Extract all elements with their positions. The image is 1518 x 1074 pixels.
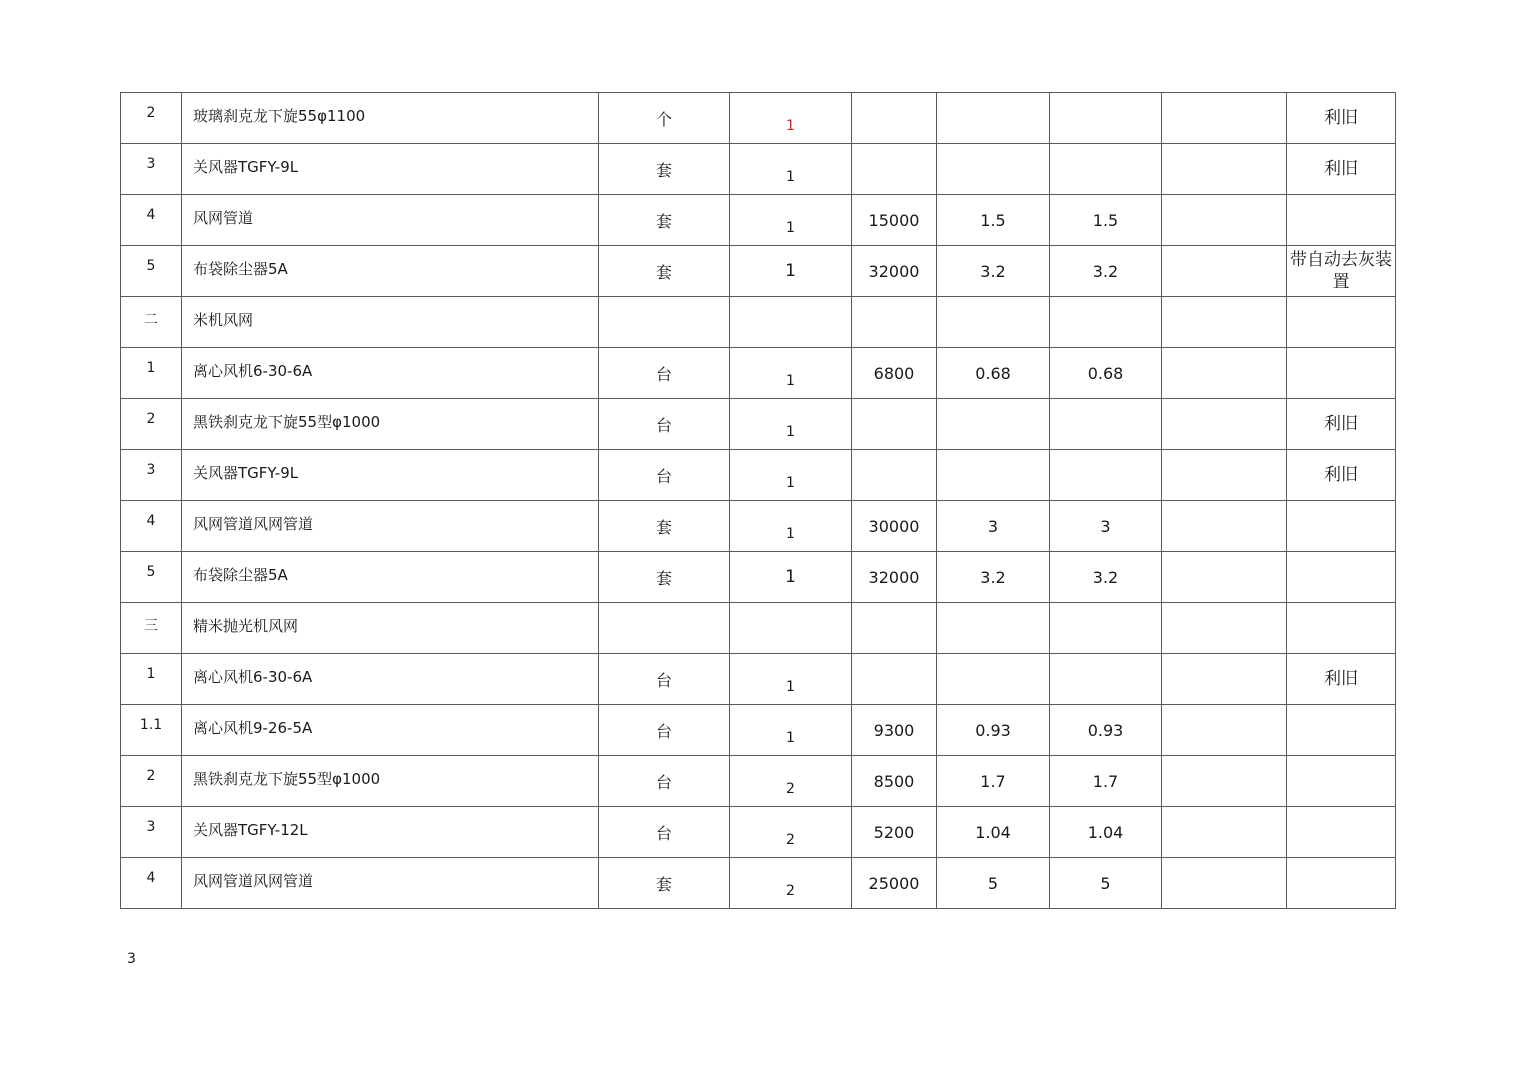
price-cell	[852, 93, 937, 144]
note-cell	[1287, 603, 1396, 654]
unit-cell: 套	[599, 246, 730, 297]
blank-cell	[1162, 654, 1287, 705]
unit-cell: 台	[599, 756, 730, 807]
unit-cell: 套	[599, 501, 730, 552]
note-cell	[1287, 858, 1396, 909]
quantity-cell: 1	[730, 654, 852, 705]
total-cell	[1050, 450, 1162, 501]
table-row	[121, 756, 1396, 807]
total-cell: 3.2	[1050, 246, 1162, 297]
blank-cell	[1162, 705, 1287, 756]
amount-cell: 0.93	[937, 705, 1050, 756]
item-name-cell: 风网管道风网管道	[182, 858, 599, 909]
note-cell	[1287, 297, 1396, 348]
unit-cell: 套	[599, 195, 730, 246]
price-cell	[852, 603, 937, 654]
note-cell: 利旧	[1287, 654, 1396, 705]
item-number-cell: 2	[121, 756, 182, 807]
quantity-cell: 1	[730, 501, 852, 552]
item-name-cell: 关风器TGFY-9L	[182, 144, 599, 195]
item-number-cell: 1	[121, 654, 182, 705]
total-cell	[1050, 297, 1162, 348]
blank-cell	[1162, 756, 1287, 807]
note-cell	[1287, 501, 1396, 552]
price-cell	[852, 399, 937, 450]
item-number-cell: 5	[121, 552, 182, 603]
blank-cell	[1162, 501, 1287, 552]
total-cell: 0.93	[1050, 705, 1162, 756]
unit-cell: 台	[599, 807, 730, 858]
price-cell: 32000	[852, 552, 937, 603]
table-row	[121, 348, 1396, 399]
price-cell: 5200	[852, 807, 937, 858]
note-cell: 利旧	[1287, 399, 1396, 450]
price-cell	[852, 450, 937, 501]
price-cell: 6800	[852, 348, 937, 399]
item-name-cell: 米机风网	[182, 297, 599, 348]
item-number-cell: 1.1	[121, 705, 182, 756]
blank-cell	[1162, 399, 1287, 450]
unit-cell	[599, 603, 730, 654]
item-number-cell: 1	[121, 348, 182, 399]
blank-cell	[1162, 144, 1287, 195]
item-name-cell: 风网管道风网管道	[182, 501, 599, 552]
note-cell: 利旧	[1287, 93, 1396, 144]
item-name-cell: 离心风机6-30-6A	[182, 654, 599, 705]
item-number-cell: 5	[121, 246, 182, 297]
price-cell: 9300	[852, 705, 937, 756]
unit-cell: 台	[599, 348, 730, 399]
total-cell: 1.5	[1050, 195, 1162, 246]
item-name-cell: 布袋除尘器5A	[182, 246, 599, 297]
item-number-cell: 二	[121, 297, 182, 348]
blank-cell	[1162, 297, 1287, 348]
amount-cell: 3.2	[937, 552, 1050, 603]
table-row	[121, 858, 1396, 909]
item-number-cell: 3	[121, 144, 182, 195]
amount-cell	[937, 297, 1050, 348]
item-number-cell: 4	[121, 195, 182, 246]
item-name-cell: 离心风机6-30-6A	[182, 348, 599, 399]
amount-cell	[937, 603, 1050, 654]
table-row	[121, 705, 1396, 756]
amount-cell	[937, 654, 1050, 705]
table-body	[121, 93, 1396, 909]
total-cell: 1.04	[1050, 807, 1162, 858]
unit-cell: 台	[599, 705, 730, 756]
table-row	[121, 450, 1396, 501]
table-row	[121, 246, 1396, 297]
table-row	[121, 654, 1396, 705]
table-row	[121, 144, 1396, 195]
item-name-cell: 关风器TGFY-12L	[182, 807, 599, 858]
total-cell: 3.2	[1050, 552, 1162, 603]
unit-cell: 台	[599, 399, 730, 450]
item-name-cell: 关风器TGFY-9L	[182, 450, 599, 501]
amount-cell	[937, 399, 1050, 450]
note-cell	[1287, 705, 1396, 756]
blank-cell	[1162, 552, 1287, 603]
total-cell	[1050, 144, 1162, 195]
price-cell: 8500	[852, 756, 937, 807]
quantity-cell: 1	[730, 450, 852, 501]
item-name-cell: 黑铁刹克龙下旋55型φ1000	[182, 756, 599, 807]
blank-cell	[1162, 246, 1287, 297]
table-row	[121, 807, 1396, 858]
unit-cell: 套	[599, 858, 730, 909]
amount-cell: 3.2	[937, 246, 1050, 297]
amount-cell	[937, 144, 1050, 195]
unit-cell: 个	[599, 93, 730, 144]
item-name-cell: 玻璃刹克龙下旋55φ1100	[182, 93, 599, 144]
unit-cell: 套	[599, 552, 730, 603]
table-row	[121, 195, 1396, 246]
amount-cell: 5	[937, 858, 1050, 909]
total-cell: 1.7	[1050, 756, 1162, 807]
quantity-cell: 1	[730, 705, 852, 756]
total-cell	[1050, 654, 1162, 705]
item-number-cell: 3	[121, 450, 182, 501]
item-number-cell: 4	[121, 858, 182, 909]
amount-cell: 0.68	[937, 348, 1050, 399]
note-cell: 利旧	[1287, 450, 1396, 501]
item-name-cell: 黑铁刹克龙下旋55型φ1000	[182, 399, 599, 450]
total-cell	[1050, 603, 1162, 654]
price-cell	[852, 654, 937, 705]
blank-cell	[1162, 807, 1287, 858]
quantity-cell: 2	[730, 858, 852, 909]
amount-cell: 1.04	[937, 807, 1050, 858]
price-cell	[852, 297, 937, 348]
page-number: 3	[127, 951, 136, 967]
quantity-cell: 1	[730, 552, 852, 603]
item-number-cell: 2	[121, 399, 182, 450]
table-row	[121, 552, 1396, 603]
note-cell	[1287, 756, 1396, 807]
quantity-cell: 2	[730, 807, 852, 858]
unit-cell: 套	[599, 144, 730, 195]
quantity-cell: 1	[730, 144, 852, 195]
blank-cell	[1162, 858, 1287, 909]
unit-cell: 台	[599, 654, 730, 705]
item-name-cell: 离心风机9-26-5A	[182, 705, 599, 756]
item-name-cell: 布袋除尘器5A	[182, 552, 599, 603]
price-cell	[852, 144, 937, 195]
total-cell: 3	[1050, 501, 1162, 552]
quantity-cell: 1	[730, 246, 852, 297]
quantity-cell	[730, 603, 852, 654]
note-cell	[1287, 348, 1396, 399]
blank-cell	[1162, 603, 1287, 654]
note-cell: 带自动去灰装置	[1287, 246, 1396, 297]
quantity-cell: 1	[730, 195, 852, 246]
total-cell: 0.68	[1050, 348, 1162, 399]
table-row	[121, 501, 1396, 552]
price-cell: 25000	[852, 858, 937, 909]
equipment-table	[120, 92, 1396, 909]
unit-cell	[599, 297, 730, 348]
blank-cell	[1162, 93, 1287, 144]
note-cell	[1287, 807, 1396, 858]
item-number-cell: 2	[121, 93, 182, 144]
table-row	[121, 399, 1396, 450]
price-cell: 30000	[852, 501, 937, 552]
blank-cell	[1162, 195, 1287, 246]
table-row	[121, 93, 1396, 144]
note-cell: 利旧	[1287, 144, 1396, 195]
amount-cell	[937, 93, 1050, 144]
quantity-cell: 2	[730, 756, 852, 807]
amount-cell	[937, 450, 1050, 501]
quantity-cell: 1	[730, 399, 852, 450]
quantity-cell: 1	[730, 93, 852, 144]
price-cell: 32000	[852, 246, 937, 297]
item-number-cell: 三	[121, 603, 182, 654]
total-cell	[1050, 93, 1162, 144]
total-cell: 5	[1050, 858, 1162, 909]
total-cell	[1050, 399, 1162, 450]
note-cell	[1287, 195, 1396, 246]
quantity-cell	[730, 297, 852, 348]
item-name-cell: 风网管道	[182, 195, 599, 246]
unit-cell: 台	[599, 450, 730, 501]
table-row	[121, 603, 1396, 654]
blank-cell	[1162, 348, 1287, 399]
blank-cell	[1162, 450, 1287, 501]
amount-cell: 1.7	[937, 756, 1050, 807]
item-number-cell: 4	[121, 501, 182, 552]
item-name-cell: 精米抛光机风网	[182, 603, 599, 654]
table-row	[121, 297, 1396, 348]
amount-cell: 3	[937, 501, 1050, 552]
amount-cell: 1.5	[937, 195, 1050, 246]
price-cell: 15000	[852, 195, 937, 246]
quantity-cell: 1	[730, 348, 852, 399]
item-number-cell: 3	[121, 807, 182, 858]
note-cell	[1287, 552, 1396, 603]
